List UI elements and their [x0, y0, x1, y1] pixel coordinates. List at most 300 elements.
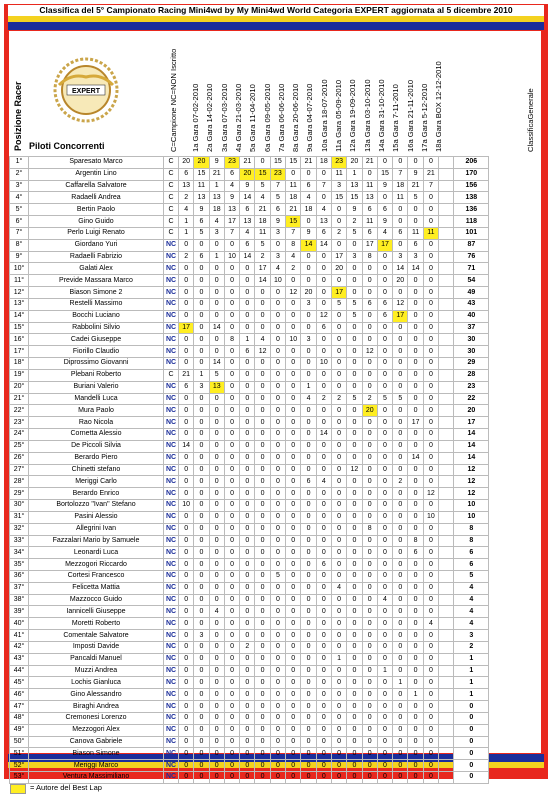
score-cell: 0: [423, 192, 438, 204]
score-cell: 0: [316, 724, 331, 736]
score-cell: 9: [377, 216, 392, 228]
score-cell: 0: [393, 594, 408, 606]
score-cell: [439, 630, 454, 642]
pilot-name-cell: Cadei Giuseppe: [29, 334, 164, 346]
score-cell: 0: [224, 298, 239, 310]
class-cell: NC: [164, 488, 179, 500]
score-cell: 0: [240, 488, 255, 500]
score-cell: 0: [255, 689, 270, 701]
class-cell: NC: [164, 547, 179, 559]
score-cell: 0: [377, 440, 392, 452]
score-cell: 0: [408, 606, 423, 618]
total-cell: 30: [454, 334, 489, 346]
score-cell: 0: [423, 594, 438, 606]
score-cell: 17: [179, 322, 194, 334]
score-cell: 5: [347, 310, 362, 322]
score-cell: 0: [377, 157, 392, 169]
score-cell: 2: [240, 641, 255, 653]
score-cell: 0: [209, 724, 224, 736]
score-cell: 0: [347, 712, 362, 724]
score-cell: 0: [316, 748, 331, 760]
score-cell: 20: [240, 168, 255, 180]
score-cell: 3: [393, 251, 408, 263]
score-cell: 7: [286, 227, 301, 239]
total-cell: 17: [454, 417, 489, 429]
score-cell: 0: [209, 594, 224, 606]
score-cell: 0: [194, 618, 209, 630]
score-cell: 0: [347, 677, 362, 689]
table-row: [10, 523, 489, 535]
position-cell: 29°: [10, 488, 29, 500]
score-cell: 0: [179, 665, 194, 677]
score-cell: 0: [347, 275, 362, 287]
score-cell: 0: [347, 369, 362, 381]
score-cell: 5: [270, 192, 285, 204]
score-cell: 0: [179, 346, 194, 358]
score-cell: 0: [194, 606, 209, 618]
score-cell: 0: [347, 582, 362, 594]
score-cell: 0: [240, 570, 255, 582]
score-cell: 0: [347, 334, 362, 346]
score-cell: 0: [270, 724, 285, 736]
score-cell: 0: [301, 736, 316, 748]
score-cell: 23: [224, 157, 239, 169]
score-cell: 0: [393, 570, 408, 582]
score-cell: 0: [194, 582, 209, 594]
score-cell: 0: [194, 263, 209, 275]
score-cell: 0: [194, 511, 209, 523]
race-header: 15a Gara 7-11-2010: [391, 84, 401, 152]
score-cell: 0: [316, 263, 331, 275]
table-row: [10, 358, 489, 370]
score-cell: 0: [331, 689, 346, 701]
score-cell: 0: [209, 665, 224, 677]
score-cell: 0: [393, 358, 408, 370]
score-cell: 0: [301, 689, 316, 701]
position-cell: 16°: [10, 334, 29, 346]
score-cell: 0: [331, 748, 346, 760]
score-cell: 0: [179, 429, 194, 441]
score-cell: 2: [347, 216, 362, 228]
score-cell: 0: [347, 653, 362, 665]
score-cell: 0: [423, 346, 438, 358]
class-cell: C: [164, 369, 179, 381]
score-cell: 0: [194, 405, 209, 417]
table-row: [10, 251, 489, 263]
score-cell: 6: [362, 227, 377, 239]
score-cell: [439, 582, 454, 594]
score-cell: 0: [377, 641, 392, 653]
score-cell: 0: [362, 488, 377, 500]
class-cell: NC: [164, 287, 179, 299]
score-cell: 0: [301, 464, 316, 476]
total-cell: 4: [454, 606, 489, 618]
score-cell: 0: [270, 452, 285, 464]
race-header: 14a Gara 31-10-2010: [376, 79, 386, 152]
score-cell: 0: [224, 712, 239, 724]
total-cell: 37: [454, 322, 489, 334]
score-cell: 0: [286, 369, 301, 381]
score-cell: 0: [240, 452, 255, 464]
class-cell: NC: [164, 582, 179, 594]
table-row: [10, 180, 489, 192]
score-cell: 0: [224, 263, 239, 275]
score-cell: 10: [179, 500, 194, 512]
score-cell: 0: [331, 641, 346, 653]
class-cell: C: [164, 192, 179, 204]
score-cell: 0: [362, 369, 377, 381]
class-cell: NC: [164, 322, 179, 334]
score-cell: 0: [331, 606, 346, 618]
score-cell: 0: [255, 724, 270, 736]
table-row: [10, 677, 489, 689]
score-cell: 0: [194, 570, 209, 582]
position-cell: 10°: [10, 263, 29, 275]
score-cell: 0: [362, 310, 377, 322]
table-header: [9, 31, 541, 156]
score-cell: 0: [224, 452, 239, 464]
score-cell: 0: [331, 405, 346, 417]
score-cell: 0: [224, 653, 239, 665]
table-row: [10, 689, 489, 701]
score-cell: 0: [240, 630, 255, 642]
score-cell: 0: [347, 239, 362, 251]
score-cell: 0: [362, 263, 377, 275]
score-cell: 0: [270, 760, 285, 772]
score-cell: 0: [331, 440, 346, 452]
score-cell: 0: [255, 488, 270, 500]
legend-swatch: [10, 784, 26, 794]
score-cell: [439, 476, 454, 488]
score-cell: 15: [377, 168, 392, 180]
score-cell: 17: [377, 239, 392, 251]
score-cell: 0: [331, 618, 346, 630]
score-cell: 0: [362, 358, 377, 370]
score-cell: 0: [179, 547, 194, 559]
score-cell: 15: [194, 168, 209, 180]
score-cell: [439, 192, 454, 204]
score-cell: 0: [224, 724, 239, 736]
score-cell: 0: [423, 204, 438, 216]
score-cell: 0: [240, 369, 255, 381]
score-cell: 0: [179, 239, 194, 251]
score-cell: 0: [423, 393, 438, 405]
score-cell: 8: [362, 523, 377, 535]
score-cell: 0: [301, 346, 316, 358]
score-cell: 0: [347, 618, 362, 630]
score-cell: 0: [362, 653, 377, 665]
score-cell: 0: [316, 500, 331, 512]
score-cell: 21: [423, 168, 438, 180]
top-blue-band: [8, 22, 544, 30]
score-cell: 0: [423, 157, 438, 169]
score-cell: 0: [301, 618, 316, 630]
score-cell: 0: [377, 417, 392, 429]
class-cell: NC: [164, 440, 179, 452]
score-cell: 0: [347, 500, 362, 512]
class-cell: NC: [164, 464, 179, 476]
score-cell: 0: [179, 748, 194, 760]
score-cell: 0: [316, 701, 331, 713]
score-cell: 0: [209, 535, 224, 547]
score-cell: 14: [209, 358, 224, 370]
score-cell: 0: [194, 653, 209, 665]
score-cell: 0: [347, 346, 362, 358]
score-cell: 0: [393, 511, 408, 523]
score-cell: 0: [224, 606, 239, 618]
score-cell: 0: [316, 641, 331, 653]
score-cell: 1: [408, 689, 423, 701]
score-cell: 0: [194, 547, 209, 559]
score-cell: 0: [316, 677, 331, 689]
position-cell: 2°: [10, 168, 29, 180]
score-cell: 0: [179, 476, 194, 488]
position-cell: 39°: [10, 606, 29, 618]
score-cell: 0: [316, 547, 331, 559]
score-cell: [439, 429, 454, 441]
score-cell: [439, 748, 454, 760]
score-cell: 0: [301, 275, 316, 287]
position-cell: 42°: [10, 641, 29, 653]
total-cell: 136: [454, 204, 489, 216]
score-cell: 0: [316, 440, 331, 452]
score-cell: 0: [331, 724, 346, 736]
score-cell: 0: [255, 630, 270, 642]
score-cell: 17: [408, 417, 423, 429]
score-cell: 0: [240, 653, 255, 665]
score-cell: 0: [209, 712, 224, 724]
score-cell: 0: [179, 263, 194, 275]
score-cell: 0: [347, 760, 362, 772]
score-cell: 0: [316, 535, 331, 547]
table-row: [10, 701, 489, 713]
score-cell: 0: [408, 476, 423, 488]
logo-label: EXPERT: [71, 88, 101, 95]
pilot-name-cell: Cremonesi Lorenzo: [29, 712, 164, 724]
score-cell: 0: [408, 381, 423, 393]
score-cell: 20: [179, 157, 194, 169]
class-cell: NC: [164, 298, 179, 310]
score-cell: 14: [316, 429, 331, 441]
standings-sheet: [9, 31, 541, 781]
pilot-name-cell: De Piccoli Silvia: [29, 440, 164, 452]
score-cell: 0: [331, 417, 346, 429]
score-cell: 0: [408, 298, 423, 310]
score-cell: 0: [423, 570, 438, 582]
score-cell: 0: [224, 239, 239, 251]
score-cell: 0: [316, 275, 331, 287]
score-cell: 12: [362, 346, 377, 358]
score-cell: 14: [179, 440, 194, 452]
position-cell: 12°: [10, 287, 29, 299]
score-cell: 21: [301, 157, 316, 169]
score-cell: 2: [331, 227, 346, 239]
class-cell: NC: [164, 251, 179, 263]
score-cell: 0: [179, 641, 194, 653]
score-cell: 5: [209, 369, 224, 381]
score-cell: 0: [331, 701, 346, 713]
score-cell: 6: [316, 322, 331, 334]
score-cell: 0: [270, 618, 285, 630]
table-row: [10, 653, 489, 665]
score-cell: 0: [255, 677, 270, 689]
score-cell: 0: [270, 346, 285, 358]
position-cell: 19°: [10, 369, 29, 381]
score-cell: 0: [209, 263, 224, 275]
score-cell: 0: [377, 287, 392, 299]
score-cell: 0: [209, 701, 224, 713]
score-cell: 0: [179, 570, 194, 582]
score-cell: 4: [316, 204, 331, 216]
score-cell: 0: [301, 665, 316, 677]
score-cell: 0: [393, 157, 408, 169]
race-header: 16a Gara 21-11-2010: [405, 79, 415, 152]
score-cell: 0: [423, 464, 438, 476]
score-cell: 0: [377, 559, 392, 571]
score-cell: 0: [255, 381, 270, 393]
score-cell: 0: [393, 535, 408, 547]
score-cell: 0: [255, 570, 270, 582]
total-cell: 2: [454, 641, 489, 653]
position-cell: 15°: [10, 322, 29, 334]
total-cell: 206: [454, 157, 489, 169]
score-cell: 0: [255, 476, 270, 488]
score-cell: 0: [301, 405, 316, 417]
table-row: [10, 582, 489, 594]
score-cell: 0: [331, 772, 346, 784]
score-cell: 0: [270, 582, 285, 594]
score-cell: 2: [331, 393, 346, 405]
score-cell: 21: [362, 157, 377, 169]
score-cell: 17: [255, 263, 270, 275]
score-cell: 0: [377, 251, 392, 263]
score-cell: [439, 618, 454, 630]
score-cell: 5: [255, 239, 270, 251]
score-cell: 0: [255, 772, 270, 784]
score-cell: 2: [362, 393, 377, 405]
table-row: [10, 772, 489, 784]
score-cell: 0: [301, 559, 316, 571]
score-cell: 0: [423, 251, 438, 263]
position-cell: 5°: [10, 204, 29, 216]
score-cell: 0: [179, 488, 194, 500]
score-cell: 0: [209, 298, 224, 310]
score-cell: 0: [362, 464, 377, 476]
score-cell: [439, 358, 454, 370]
score-cell: 0: [347, 559, 362, 571]
score-cell: 0: [194, 358, 209, 370]
score-cell: 0: [255, 559, 270, 571]
score-cell: 0: [270, 488, 285, 500]
pilot-name-cell: Muzzi Andrea: [29, 665, 164, 677]
score-cell: 0: [393, 641, 408, 653]
score-cell: 0: [224, 547, 239, 559]
score-cell: 0: [255, 452, 270, 464]
score-cell: 0: [301, 417, 316, 429]
score-cell: 0: [255, 641, 270, 653]
class-cell: NC: [164, 559, 179, 571]
score-cell: 3: [331, 180, 346, 192]
class-cell: NC: [164, 665, 179, 677]
score-cell: 0: [331, 429, 346, 441]
score-cell: 0: [423, 405, 438, 417]
score-cell: 0: [423, 582, 438, 594]
score-cell: 17: [362, 239, 377, 251]
race-header: 2a Gara 14-02-2010: [205, 83, 215, 152]
score-cell: 0: [286, 275, 301, 287]
score-cell: 0: [179, 393, 194, 405]
class-cell: C: [164, 157, 179, 169]
score-cell: 0: [286, 511, 301, 523]
score-cell: 0: [347, 748, 362, 760]
score-cell: [439, 724, 454, 736]
score-cell: 0: [347, 772, 362, 784]
score-cell: 0: [286, 322, 301, 334]
score-cell: 0: [423, 665, 438, 677]
position-cell: 33°: [10, 535, 29, 547]
score-cell: 0: [393, 405, 408, 417]
score-cell: 0: [224, 772, 239, 784]
score-cell: 0: [393, 582, 408, 594]
score-cell: 0: [209, 488, 224, 500]
pilot-name-cell: Iannicelli Giuseppe: [29, 606, 164, 618]
class-cell: NC: [164, 381, 179, 393]
score-cell: 0: [377, 523, 392, 535]
score-cell: 0: [224, 488, 239, 500]
score-cell: 1: [377, 665, 392, 677]
score-cell: 6: [377, 298, 392, 310]
score-cell: 0: [270, 287, 285, 299]
score-cell: 0: [316, 168, 331, 180]
score-cell: 0: [194, 665, 209, 677]
score-cell: 1: [240, 334, 255, 346]
table-row: [10, 594, 489, 606]
score-cell: 0: [331, 511, 346, 523]
pilot-name-cell: Cornetta Alessio: [29, 429, 164, 441]
score-cell: 0: [408, 594, 423, 606]
score-cell: 5: [347, 227, 362, 239]
score-cell: 0: [255, 523, 270, 535]
score-cell: 0: [331, 346, 346, 358]
score-cell: 0: [393, 452, 408, 464]
score-cell: 0: [423, 298, 438, 310]
pilot-name-cell: Plebani Roberto: [29, 369, 164, 381]
score-cell: 0: [377, 429, 392, 441]
score-cell: 21: [408, 180, 423, 192]
score-cell: 15: [270, 157, 285, 169]
score-cell: 0: [377, 736, 392, 748]
pilot-name-cell: Bortolozzo "Ivan" Stefano: [29, 500, 164, 512]
score-cell: 0: [423, 689, 438, 701]
score-cell: 18: [286, 192, 301, 204]
score-cell: 0: [255, 511, 270, 523]
class-cell: NC: [164, 452, 179, 464]
score-cell: 0: [286, 772, 301, 784]
position-cell: 18°: [10, 358, 29, 370]
score-cell: 0: [209, 653, 224, 665]
score-cell: 0: [179, 736, 194, 748]
position-cell: 8°: [10, 239, 29, 251]
position-cell: 46°: [10, 689, 29, 701]
score-cell: 0: [286, 677, 301, 689]
score-cell: 0: [331, 310, 346, 322]
score-cell: 0: [316, 689, 331, 701]
score-cell: 0: [423, 724, 438, 736]
score-cell: [439, 334, 454, 346]
position-cell: 51°: [10, 748, 29, 760]
score-cell: 0: [286, 701, 301, 713]
score-cell: 0: [377, 346, 392, 358]
